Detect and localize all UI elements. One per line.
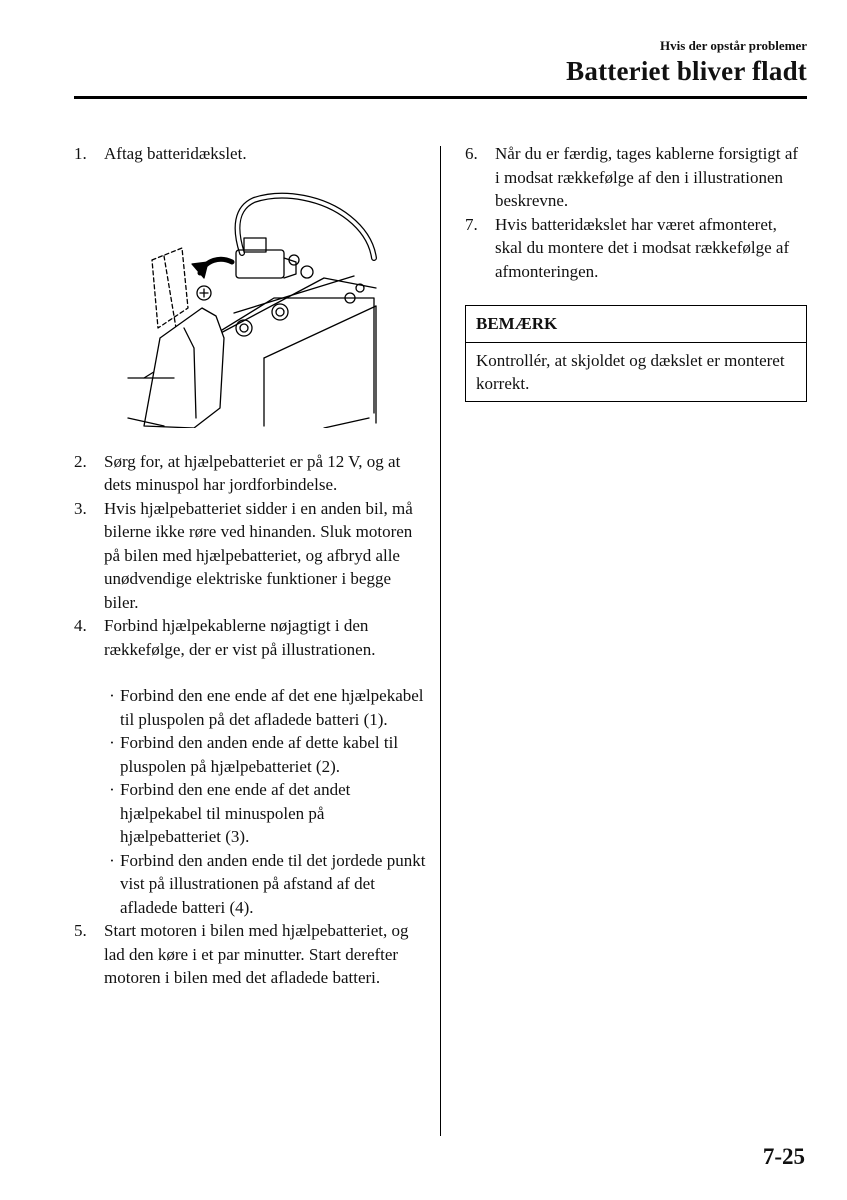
note-heading: BEMÆRK bbox=[466, 306, 806, 343]
bullet-item bbox=[104, 778, 426, 849]
bullet-item bbox=[104, 849, 426, 920]
step-number: 5. bbox=[74, 921, 87, 940]
connection-bullet-list bbox=[104, 684, 426, 919]
step-text: Start motoren i bilen med hjælpebatteriet, og lad den køre i et par minutter. Start derefter motoren i bilen med det afladede batteri. bbox=[104, 921, 409, 987]
step-number: 1. bbox=[74, 144, 87, 163]
right-column bbox=[465, 142, 807, 402]
step-text: Hvis batteridækslet har været afmonteret, skal du montere det i modsat rækkefølge af afmonteringen. bbox=[495, 214, 790, 281]
step-number: 3. bbox=[74, 498, 87, 518]
bullet-item bbox=[104, 731, 426, 778]
bullet-glyph: · bbox=[109, 733, 115, 752]
bullet-glyph: · bbox=[109, 850, 115, 870]
step-4 bbox=[74, 614, 426, 661]
step-text: Sørg for, at hjælpebatteriet er på 12 V, og at dets minuspol har jordforbindelse. bbox=[104, 451, 401, 494]
note-text: Kontrollér, at skjoldet og dækslet er monteret korrekt. bbox=[476, 350, 785, 393]
note-box bbox=[465, 305, 807, 402]
step-number: 7. bbox=[465, 214, 478, 234]
step-number: 6. bbox=[465, 144, 478, 163]
bullet-item bbox=[104, 684, 426, 731]
bullet-glyph: · bbox=[109, 780, 115, 799]
page-number: 7-25 bbox=[762, 1144, 805, 1169]
bullet-text: Forbind den anden ende af dette kabel til pluspolen på hjælpebatteriet (2). bbox=[120, 733, 399, 776]
step-number: 2. bbox=[74, 451, 87, 471]
step-1 bbox=[74, 142, 426, 166]
section-label: Hvis der opstår problemer bbox=[660, 38, 807, 53]
bullet-glyph: · bbox=[109, 686, 115, 705]
column-divider bbox=[440, 146, 441, 1136]
step-2 bbox=[74, 450, 426, 497]
battery-cover-illustration bbox=[124, 178, 404, 428]
bullet-text: Forbind den ene ende af det andet hjælpekabel til minuspolen på hjælpebatteriet (3). bbox=[120, 780, 351, 846]
title-rule bbox=[74, 96, 807, 99]
step-text: Når du er færdig, tages kablerne forsigtigt af i modsat rækkefølge af den i illustrationen beskrevne. bbox=[495, 144, 799, 210]
step-3 bbox=[74, 497, 426, 615]
step-text: Hvis hjælpebatteriet sidder i en anden bil, må bilerne ikke røre ved hinanden. Sluk motoren på bilen med hjælpebatteriet, og afbryd alle unødvendige elektriske funktioner i begge biler. bbox=[104, 498, 413, 612]
step-text: Forbind hjælpekablerne nøjagtigt i den rækkefølge, der er vist på illustrationen. bbox=[104, 616, 376, 659]
page-title: Batteriet bliver fladt bbox=[566, 56, 807, 86]
left-column bbox=[74, 142, 426, 990]
step-6 bbox=[465, 142, 807, 213]
step-5 bbox=[74, 919, 426, 990]
step-text: Aftag batteridækslet. bbox=[104, 144, 247, 163]
bullet-text: Forbind den ene ende af det ene hjælpekabel til pluspolen på det afladede batteri (1). bbox=[120, 686, 424, 729]
step-7 bbox=[465, 213, 807, 284]
bullet-text: Forbind den anden ende til det jordede punkt vist på illustrationen på afstand af det afladede batteri (4). bbox=[120, 850, 426, 917]
step-number: 4. bbox=[74, 616, 87, 635]
